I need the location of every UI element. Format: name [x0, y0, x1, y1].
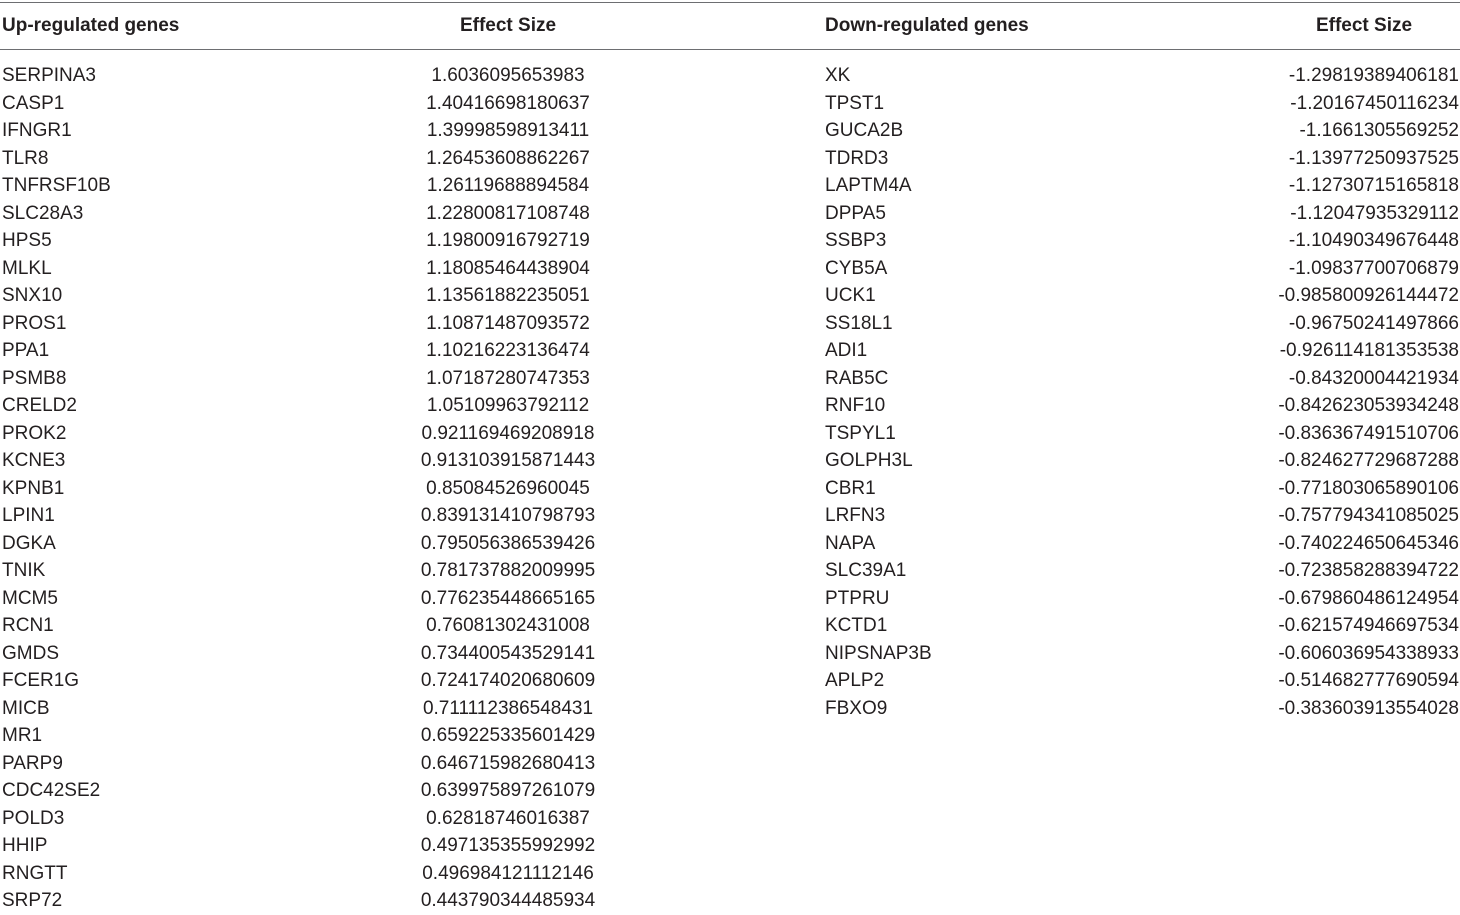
down-effect-cell: -0.679860486124954 — [1278, 587, 1459, 609]
up-gene-cell: MR1 — [2, 725, 43, 746]
up-gene-cell: PSMB8 — [2, 367, 67, 389]
up-gene-cell: CRELD2 — [2, 395, 77, 416]
up-effect-cell: 0.795056386539426 — [420, 532, 596, 554]
down-effect-cell: -0.96750241497866 — [1288, 312, 1459, 334]
up-gene-cell: TNIK — [2, 560, 46, 581]
up-effect-cell: 1.13561882235051 — [426, 285, 590, 306]
down-effect-cell: -0.621574946697534 — [1278, 615, 1459, 636]
down-effect-cell: -0.824627729687288 — [1278, 450, 1459, 471]
up-gene-cell: SNX10 — [2, 285, 63, 306]
up-effect-cell: 0.443790344485934 — [420, 890, 596, 911]
up-gene-cell: MICB — [2, 697, 50, 719]
up-effect-cell: 0.724174020680609 — [420, 670, 596, 691]
up-effect-cell: 1.07187280747353 — [426, 367, 590, 389]
down-gene-cell: XK — [825, 65, 851, 86]
up-gene-cell: SRP72 — [2, 890, 63, 911]
up-gene-cell: HHIP — [2, 835, 48, 856]
down-gene-cell: LRFN3 — [825, 505, 886, 526]
down-effect-cell: -0.985800926144472 — [1278, 285, 1459, 306]
down-effect-cell: -0.84320004421934 — [1288, 367, 1459, 389]
down-gene-cell: GOLPH3L — [825, 450, 913, 471]
up-gene-cell: HPS5 — [2, 230, 52, 251]
up-gene-cell: POLD3 — [2, 807, 65, 829]
up-gene-cell: PPA1 — [2, 340, 50, 361]
up-gene-cell: KPNB1 — [2, 477, 65, 499]
down-gene-column — [825, 62, 1125, 722]
down-effect-cell: -1.1661305569252 — [1299, 120, 1459, 141]
up-effect-cell: 1.19800916792719 — [426, 230, 590, 251]
up-effect-cell: 0.646715982680413 — [420, 752, 596, 774]
up-gene-cell: GMDS — [2, 642, 59, 664]
down-effect-cell: -0.740224650645346 — [1278, 532, 1459, 554]
up-effect-cell: 1.26119688894584 — [426, 175, 590, 196]
header-down-regulated-genes: Down-regulated genes — [825, 15, 1029, 36]
up-gene-cell: PROS1 — [2, 312, 67, 334]
down-effect-cell: -1.13977250937525 — [1288, 147, 1459, 169]
down-gene-cell: SLC39A1 — [825, 560, 907, 581]
up-gene-cell: CASP1 — [2, 92, 65, 114]
down-effect-cell: -0.606036954338933 — [1278, 642, 1459, 664]
down-effect-cell: -0.757794341085025 — [1278, 505, 1459, 526]
up-effect-cell: 0.781737882009995 — [420, 560, 596, 581]
header-up-effect-size: Effect Size — [459, 15, 557, 36]
up-gene-cell: PROK2 — [2, 422, 67, 444]
down-gene-cell: CYB5A — [825, 257, 888, 279]
down-gene-cell: APLP2 — [825, 670, 885, 691]
up-effect-cell: 0.639975897261079 — [420, 780, 596, 801]
down-effect-cell: -0.514682777690594 — [1278, 670, 1459, 691]
up-effect-cell: 0.496984121112146 — [422, 862, 594, 884]
down-effect-column — [1159, 62, 1459, 722]
up-effect-cell: 1.40416698180637 — [426, 92, 590, 114]
up-effect-cell: 0.497135355992992 — [420, 835, 596, 856]
down-gene-cell: RNF10 — [825, 395, 886, 416]
header-rule — [0, 49, 1460, 50]
down-gene-cell: DPPA5 — [825, 202, 886, 224]
down-gene-cell: KCTD1 — [825, 615, 888, 636]
up-effect-column — [358, 62, 658, 915]
up-gene-cell: TNFRSF10B — [2, 175, 111, 196]
down-effect-cell: -1.12730715165818 — [1288, 175, 1459, 196]
up-effect-cell: 1.6036095653983 — [431, 65, 585, 86]
up-effect-cell: 0.839131410798793 — [420, 505, 596, 526]
up-effect-cell: 0.62818746016387 — [426, 807, 590, 829]
up-gene-cell: MLKL — [2, 257, 52, 279]
up-effect-cell: 1.18085464438904 — [426, 257, 590, 279]
down-gene-cell: GUCA2B — [825, 120, 904, 141]
down-gene-cell: ADI1 — [825, 340, 868, 361]
down-effect-cell: -1.10490349676448 — [1288, 230, 1459, 251]
down-gene-cell: NAPA — [825, 532, 876, 554]
down-gene-cell: FBXO9 — [825, 697, 888, 719]
down-gene-cell: TPST1 — [825, 92, 885, 114]
down-gene-cell: TDRD3 — [825, 147, 889, 169]
down-effect-cell: -1.20167450116234 — [1290, 92, 1459, 114]
up-gene-cell: FCER1G — [2, 670, 80, 691]
top-rule — [0, 2, 1460, 3]
up-gene-cell: SERPINA3 — [2, 65, 96, 86]
up-effect-cell: 0.76081302431008 — [426, 615, 590, 636]
down-gene-cell: RAB5C — [825, 367, 889, 389]
up-effect-cell: 1.39998598913411 — [426, 120, 590, 141]
up-effect-cell: 0.711112386548431 — [422, 697, 594, 719]
down-effect-cell: -1.12047935329112 — [1290, 202, 1459, 224]
down-gene-cell: SS18L1 — [825, 312, 893, 334]
up-gene-cell: SLC28A3 — [2, 202, 84, 224]
up-gene-cell: CDC42SE2 — [2, 780, 101, 801]
down-effect-cell: -0.836367491510706 — [1278, 422, 1459, 444]
up-effect-cell: 0.734400543529141 — [420, 642, 596, 664]
down-gene-cell: LAPTM4A — [825, 175, 912, 196]
up-gene-cell: LPIN1 — [2, 505, 55, 526]
up-effect-cell: 1.05109963792112 — [426, 395, 590, 416]
down-effect-cell: -0.926114181353538 — [1279, 340, 1459, 361]
up-gene-cell: DGKA — [2, 532, 56, 554]
down-gene-cell: TSPYL1 — [825, 422, 896, 444]
down-effect-cell: -0.723858288394722 — [1278, 560, 1459, 581]
up-effect-cell: 0.85084526960045 — [426, 477, 590, 499]
down-effect-cell: -1.29819389406181 — [1288, 65, 1459, 86]
down-effect-cell: -0.842623053934248 — [1278, 395, 1459, 416]
down-effect-cell: -0.383603913554028 — [1278, 697, 1459, 719]
up-gene-column — [2, 62, 302, 915]
up-effect-cell: 1.22800817108748 — [426, 202, 590, 224]
up-gene-cell: IFNGR1 — [2, 120, 72, 141]
down-effect-cell: -0.771803065890106 — [1278, 477, 1459, 499]
header-up-regulated-genes: Up-regulated genes — [2, 15, 180, 36]
up-gene-cell: MCM5 — [2, 587, 58, 609]
up-gene-cell: RNGTT — [2, 862, 68, 884]
down-gene-cell: SSBP3 — [825, 230, 887, 251]
up-gene-cell: KCNE3 — [2, 450, 66, 471]
up-effect-cell: 1.10871487093572 — [426, 312, 590, 334]
up-effect-cell: 1.26453608862267 — [426, 147, 590, 169]
down-gene-cell: NIPSNAP3B — [825, 642, 932, 664]
down-effect-cell: -1.09837700706879 — [1288, 257, 1459, 279]
up-gene-cell: TLR8 — [2, 147, 49, 169]
up-gene-cell: RCN1 — [2, 615, 54, 636]
down-gene-cell: PTPRU — [825, 587, 890, 609]
down-gene-cell: UCK1 — [825, 285, 876, 306]
down-gene-cell: CBR1 — [825, 477, 876, 499]
up-effect-cell: 0.659225335601429 — [420, 725, 596, 746]
up-effect-cell: 0.776235448665165 — [420, 587, 596, 609]
up-gene-cell: PARP9 — [2, 752, 63, 774]
header-down-effect-size: Effect Size — [1315, 15, 1413, 36]
up-effect-cell: 0.913103915871443 — [420, 450, 596, 471]
up-effect-cell: 1.10216223136474 — [426, 340, 590, 361]
up-effect-cell: 0.921169469208918 — [421, 422, 595, 444]
